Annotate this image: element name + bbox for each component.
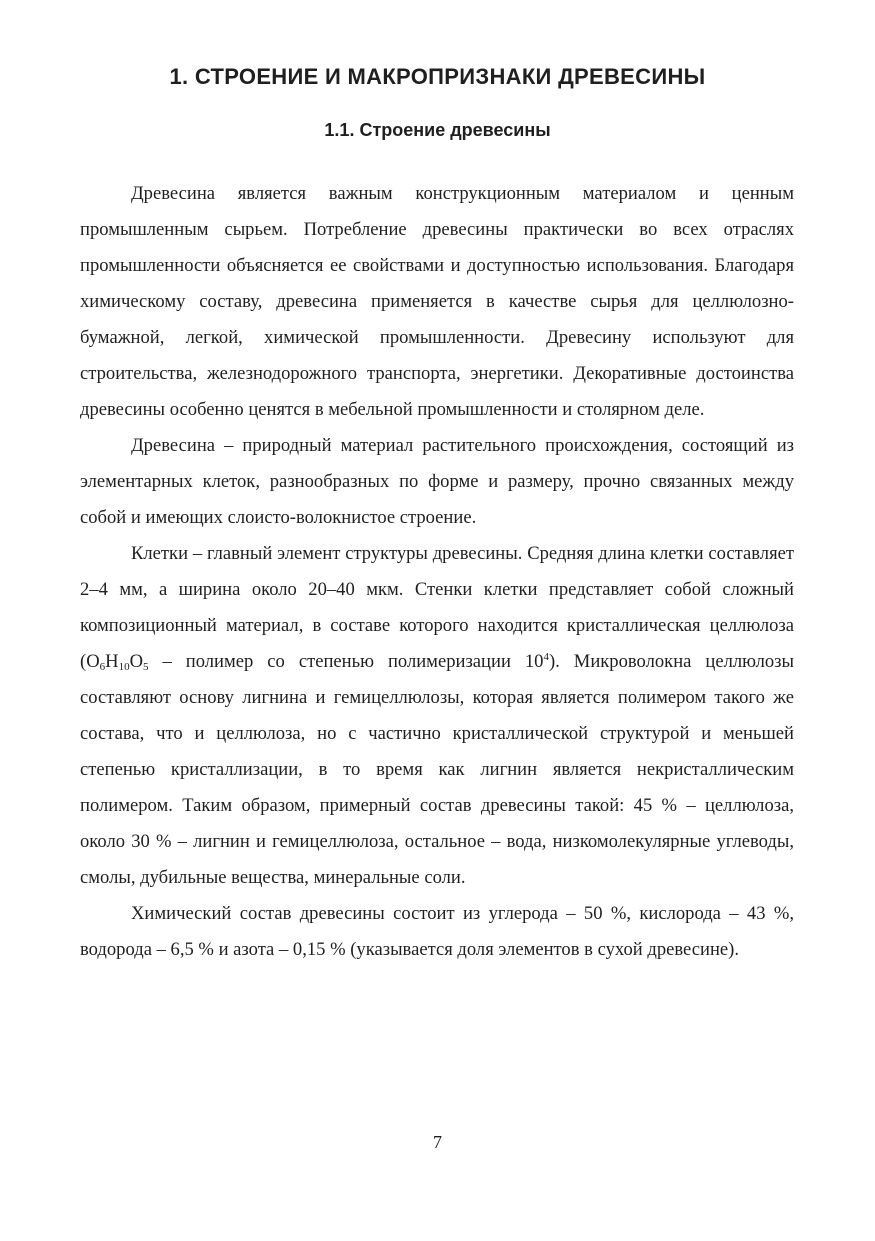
paragraph-3-text-middle: – полимер со степенью полимеризации [148, 651, 525, 672]
formula-element-o2: O [129, 651, 144, 672]
paragraph-1: Древесина является важным конструкционным материалом и ценным промышленным сырьем. Потребление древесины практически во всех отраслях промышленности объясняется ее свойствами и доступностью использования. Благодаря химическому составу, древесина применяется в качестве сырья для целлюлозно-бумажной, легкой, химической промышленности. Древесину используют для строительства, железнодорожного транспорта, энергетики. Декоративные достоинства древесины особенно ценятся в мебельной промышленности и столярном деле. [80, 183, 794, 420]
formula-subscript-5: 5 [143, 661, 149, 673]
section-title: 1.1. Строение древесины [324, 120, 551, 140]
paragraph-3-text-end: ). Микроволокна целлюлозы составляют основу лигнина и гемицеллюлозы, которая является полимером такого же состава, что и целлюлоза, но с частично кристаллической структурой и меньшей степенью кристаллизации, в то время как лигнин является некристаллическим полимером. Таким образом, примерный состав древесины такой: 45 % – целлюлоза, около 30 % – лигнин и гемицеллюлоза, остальное – вода, низкомолекулярные углеводы, смолы, дубильные вещества, минеральные соли. [80, 651, 794, 888]
paragraph-4: Химический состав древесины состоит из углерода – 50 %, кислорода – 43 %, водорода – 6,5 % и азота – 0,15 % (указывается доля элементов в сухой древесине). [80, 903, 794, 960]
paragraph-3-text-start: Клетки – главный элемент структуры древесины. Средняя длина клетки составляет 2–4 мм, а ширина около 20–40 мкм. Стенки клетки представляет собой сложный композиционный материал, в составе которого находится кристаллическая целлюлоза ( [80, 543, 794, 672]
paragraph-3 [80, 536, 794, 896]
formula-element-h: H [105, 651, 119, 672]
cellulose-formula [86, 651, 148, 672]
formula-subscript-6: 6 [99, 661, 106, 673]
body-text [80, 176, 794, 968]
formula-element-o1: O [86, 651, 100, 672]
formula-subscript-10: 10 [118, 661, 130, 673]
page-number: 7 [433, 1132, 442, 1152]
chapter-title: 1. СТРОЕНИЕ И МАКРОПРИЗНАКИ ДРЕВЕСИНЫ [169, 64, 706, 89]
paragraph-2: Древесина – природный материал растительного происхождения, состоящий из элементарных клеток, разнообразных по форме и размеру, прочно связанных между собой и имеющих слоисто-волокнистое строение. [80, 435, 794, 528]
polymerization-degree-exponent: 4 [543, 651, 549, 663]
polymerization-degree-base: 10 [524, 651, 544, 672]
